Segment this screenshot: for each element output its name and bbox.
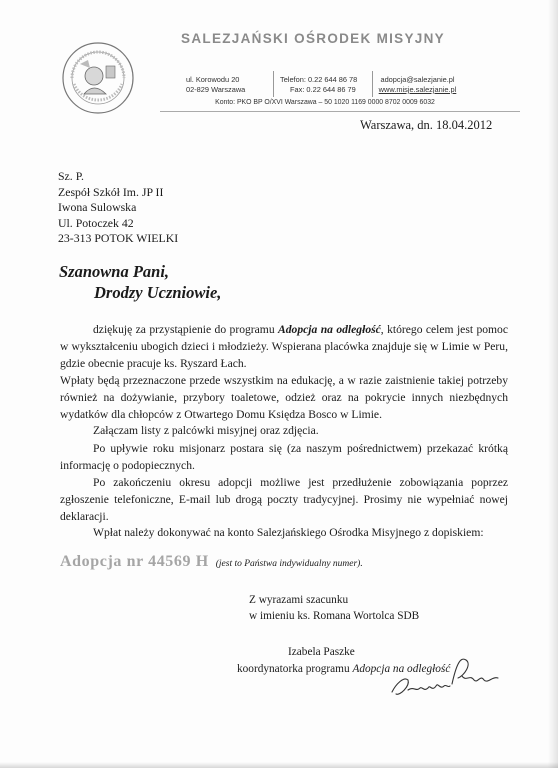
paragraph-1 xyxy=(60,321,508,372)
address-street: ul. Korowodu 20 xyxy=(186,75,240,84)
bank-account: Konto: PKO BP O/XVI Warszawa – 50 1020 1169 0000 8702 0009 6032 xyxy=(215,99,435,106)
closing-block xyxy=(249,592,419,624)
fax-number: Fax: 0.22 644 86 79 xyxy=(290,85,356,94)
salesian-logo-icon xyxy=(60,40,136,116)
role-text: koordynatorka programu xyxy=(237,663,353,675)
adoption-note: (jest to Państwa indywidualny numer). xyxy=(215,559,363,569)
paragraph-text: Po zakończeniu okresu adopcji możliwe jest przedłużenie zobowiązania poprzez zgłoszenie telefoniczne, E-mail lub drogą poczty tradycyjnej. Prosimy nie wypełniać nowej deklaracji. xyxy=(60,476,508,523)
adoption-number: Adopcja nr 44569 H xyxy=(60,553,209,570)
adoption-number-line xyxy=(60,553,363,571)
paragraph-3 xyxy=(60,422,508,439)
header-rule xyxy=(160,111,520,112)
phone-block xyxy=(280,75,375,95)
salutation-line-1: Szanowna Pani, xyxy=(59,262,170,281)
paragraph-text: Wpłat należy dokonywać na konto Salezjańskiego Ośrodka Misyjnego z dopiskiem: xyxy=(93,526,484,539)
paragraph-text: dziękuję za przystąpienie do programu xyxy=(93,323,279,336)
paragraph-text: , którego celem jest pomoc w wykształceniu ubogich dzieci i młodzieży. Wspierana placówka znajduje się w Limie w Peru, gdzie obecnie pracuje ks. Ryszard Łach. xyxy=(60,323,509,370)
organization-name: SALEZJAŃSKI OŚRODEK MISYJNY xyxy=(181,31,445,46)
handwritten-signature-icon xyxy=(386,646,506,706)
paragraph-text: Po upływie roku misjonarz postara się (za naszym pośrednictwem) przekazać krótką informację o podopiecznych. xyxy=(60,442,508,472)
salutation-line-2: Drodzy Uczniowie, xyxy=(94,283,222,302)
paragraph-4 xyxy=(60,440,508,474)
contact-block xyxy=(370,75,465,95)
recipient-line: Ul. Potoczek 42 xyxy=(58,215,134,230)
paragraph-6 xyxy=(60,524,508,541)
address-block xyxy=(186,75,264,95)
recipient-address xyxy=(58,169,178,247)
paragraph-5 xyxy=(60,474,508,525)
phone-number: Telefon: 0.22 644 86 78 xyxy=(280,75,358,84)
divider xyxy=(273,71,274,97)
closing-line: w imieniu ks. Romana Wortolca SDB xyxy=(249,610,420,622)
scan-edge-shadow xyxy=(548,0,558,768)
letter-date: Warszawa, dn. 18.04.2012 xyxy=(360,118,493,132)
recipient-line: Sz. P. xyxy=(58,169,84,183)
signer-name: Izabela Paszke xyxy=(288,646,355,658)
paragraph-2: Wpłaty będą przeznaczone przede wszystkim na edukację, a w razie zaistnienie takiej potrzeby również na dożywianie, przybory toaletowe, odzież oraz na pokrycie innych niezbędnych wydatków dla chłopców z Otwartego Domu Księdza Bosco w Limie. xyxy=(60,374,508,421)
program-name: Adopcja na odległość xyxy=(352,663,451,675)
address-city: 02-829 Warszawa xyxy=(186,85,246,94)
recipient-line: 23-313 POTOK WIELKI xyxy=(58,231,179,246)
recipient-line: Zespół Szkół Im. JP II xyxy=(58,184,164,199)
recipient-line: Iwona Sulowska xyxy=(58,200,137,215)
program-name: Adopcja na odległość xyxy=(278,323,381,336)
paragraph-text: Załączam listy z palcówki misyjnej oraz zdjęcia. xyxy=(93,424,319,437)
email-address: adopcja@salezjanie.pl xyxy=(380,75,455,84)
closing-line: Z wyrazami szacunku xyxy=(249,594,349,606)
scan-bottom-shadow xyxy=(0,762,558,768)
website-address: www.misje.salezjanie.pl xyxy=(378,85,457,94)
